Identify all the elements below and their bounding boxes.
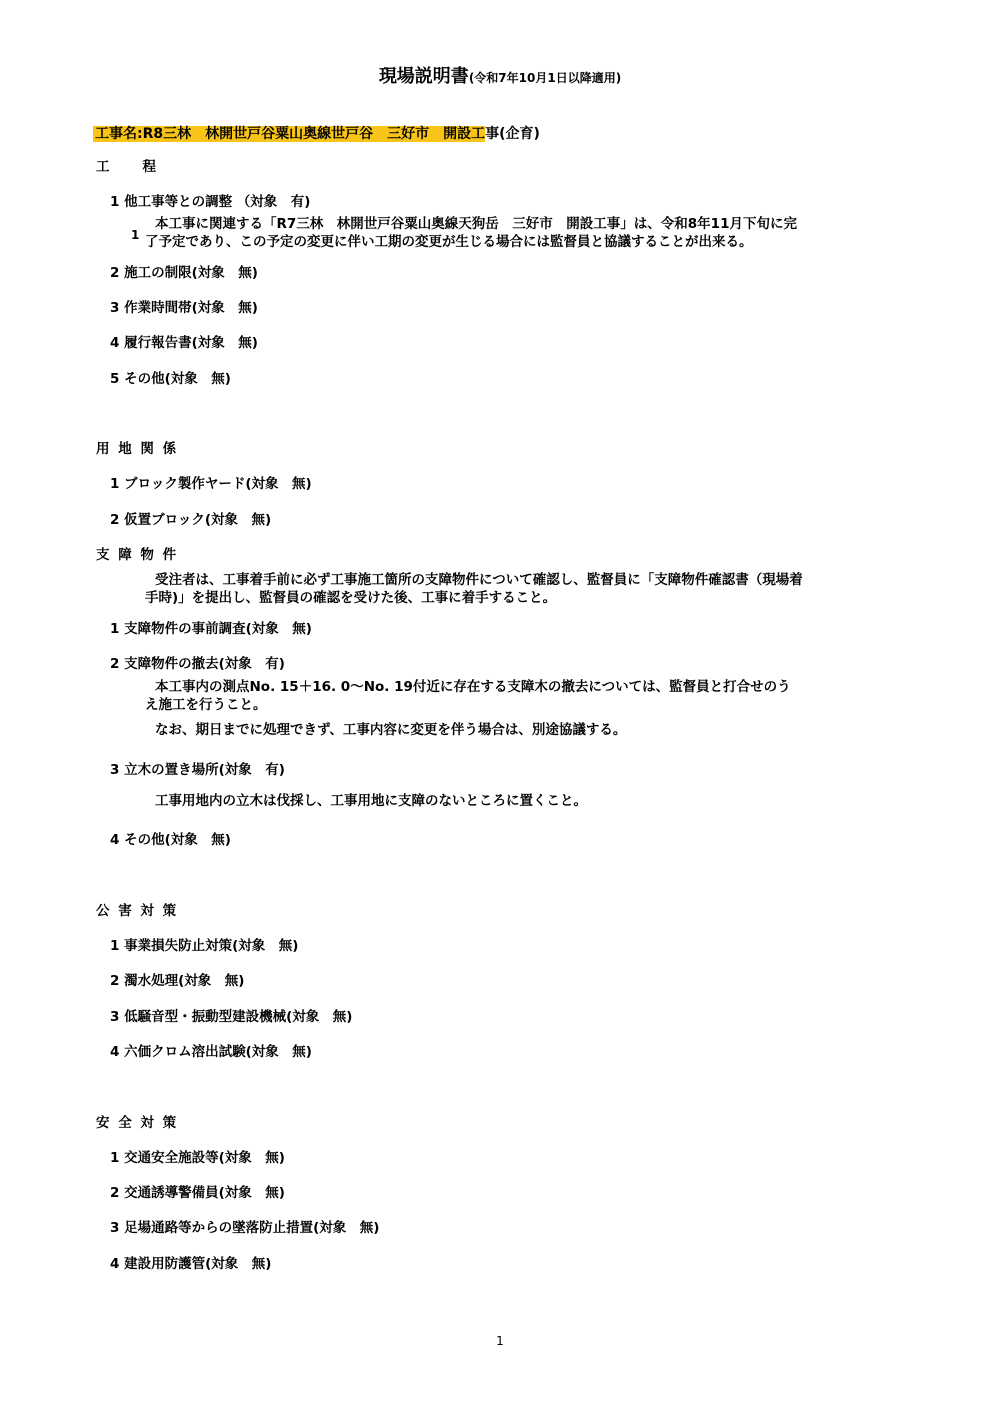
section-heading-pollution: 公 害 対 策	[96, 903, 179, 919]
schedule-item-1-subnumber: 1	[131, 228, 140, 242]
schedule-item-1-note-line-2: 了予定であり、この予定の変更に伴い工期の変更が生じる場合には監督員と協議することが出来る。	[145, 234, 753, 250]
section-heading-land: 用 地 関 係	[96, 441, 179, 457]
schedule-item-5: 5 その他(対象 無)	[110, 371, 231, 387]
section-heading-obstacles: 支 障 物 件	[96, 547, 179, 563]
obstacles-item-3: 3 立木の置き場所(対象 有)	[110, 762, 285, 778]
schedule-item-2: 2 施工の制限(対象 無)	[110, 265, 258, 281]
land-item-1: 1 ブロック製作ヤード(対象 無)	[110, 476, 312, 492]
page-number: 1	[496, 1334, 504, 1348]
pollution-item-3: 3 低騒音型・振動型建設機械(対象 無)	[110, 1009, 353, 1025]
obstacles-item-2-note-2: なお、期日までに処理できず、工事内容に変更を伴う場合は、別途協議する。	[155, 722, 627, 738]
safety-item-3: 3 足場通路等からの墜落防止措置(対象 無)	[110, 1220, 380, 1236]
pollution-item-1: 1 事業損失防止対策(対象 無)	[110, 938, 299, 954]
pollution-item-2: 2 濁水処理(対象 無)	[110, 973, 245, 989]
safety-item-1: 1 交通安全施設等(対象 無)	[110, 1150, 285, 1166]
safety-item-2: 2 交通誘導警備員(対象 無)	[110, 1185, 285, 1201]
obstacles-item-2-note-line-2: え施工を行うこと。	[145, 697, 267, 713]
obstacles-intro-line-1: 受注者は、工事着手前に必ず工事施工箇所の支障物件について確認し、監督員に「支障物件確認書（現場着	[155, 572, 803, 588]
document-title	[0, 62, 1000, 88]
document-title-sub: (令和7年10月1日以降適用)	[468, 71, 622, 85]
obstacles-item-1: 1 支障物件の事前調査(対象 無)	[110, 621, 312, 637]
obstacles-item-4: 4 その他(対象 無)	[110, 832, 231, 848]
project-name	[93, 124, 540, 145]
project-name-highlighted: 工事名:R8三林 林開世戸谷粟山奥線世戸谷 三好市 開設工	[95, 126, 486, 142]
pollution-item-4: 4 六価クロム溶出試験(対象 無)	[110, 1044, 312, 1060]
schedule-item-3: 3 作業時間帯(対象 無)	[110, 300, 258, 316]
obstacles-intro-line-2: 手時)」を提出し、監督員の確認を受けた後、工事に着手すること。	[145, 590, 557, 606]
section-heading-schedule: 工 程	[96, 159, 158, 175]
safety-item-4: 4 建設用防護管(対象 無)	[110, 1256, 272, 1272]
project-name-rest: 事(企育)	[485, 126, 540, 142]
obstacles-item-2: 2 支障物件の撤去(対象 有)	[110, 656, 285, 672]
schedule-item-4: 4 履行報告書(対象 無)	[110, 335, 258, 351]
section-heading-safety: 安 全 対 策	[96, 1115, 179, 1131]
schedule-item-1: 1 他工事等との調整 （対象 有)	[110, 194, 311, 210]
obstacles-item-2-note-line-1: 本工事内の測点No. 15＋16. 0～No. 19付近に存在する支障木の撤去については、監督員と打合せのう	[155, 679, 791, 695]
document-title-main: 現場説明書	[378, 66, 469, 87]
land-item-2: 2 仮置ブロック(対象 無)	[110, 512, 272, 528]
obstacles-item-3-note: 工事用地内の立木は伐採し、工事用地に支障のないところに置くこと。	[155, 793, 587, 809]
schedule-item-1-note-line-1: 本工事に関連する「R7三林 林開世戸谷粟山奥線天狗岳 三好市 開設工事」は、令和8年11月下旬に完	[155, 216, 797, 232]
